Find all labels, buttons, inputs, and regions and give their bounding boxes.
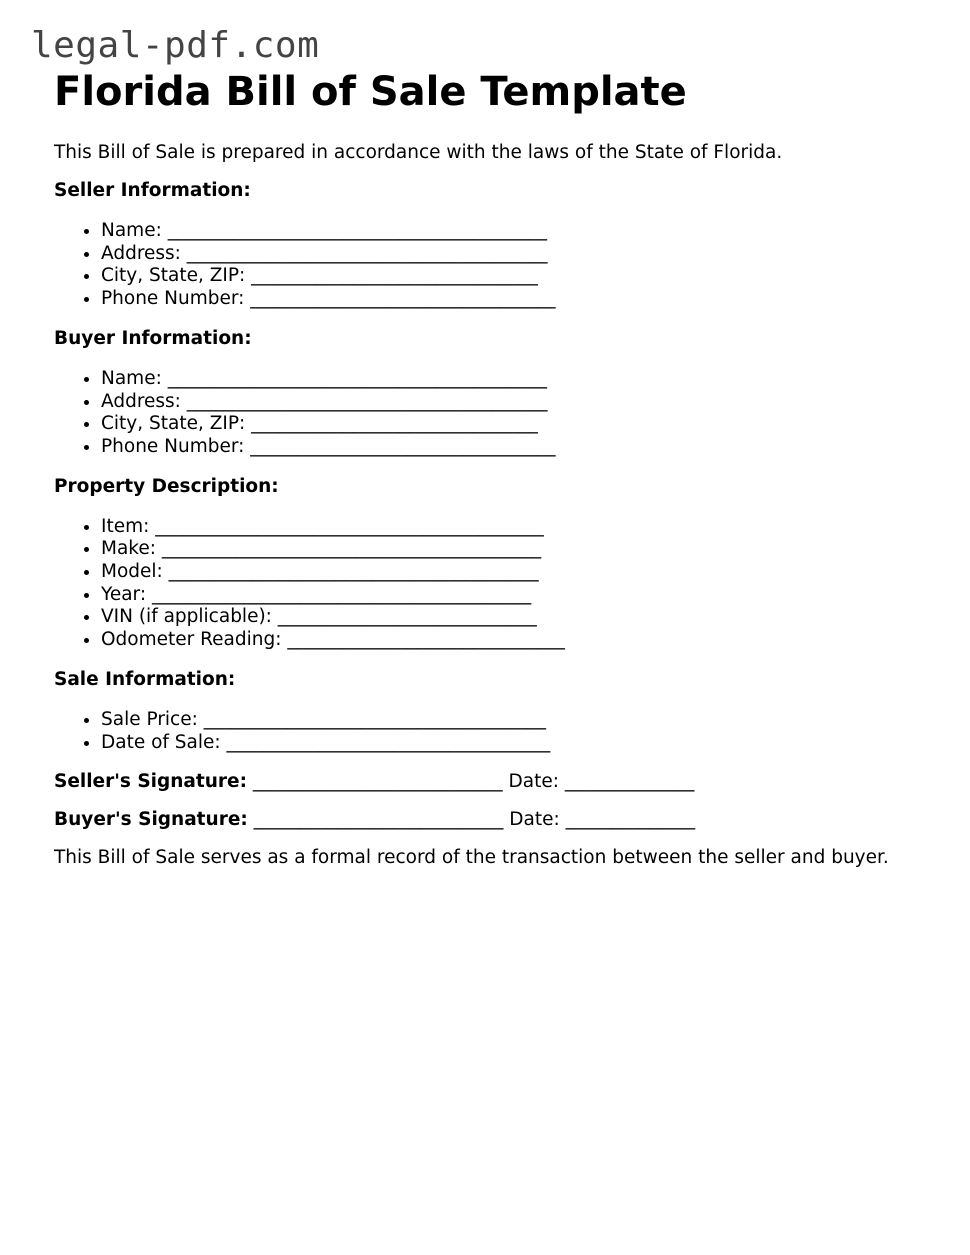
property-make-field: • Make: _________________________________________ [101,538,944,561]
sale-date-field: • Date of Sale: ___________________________________ [101,732,944,755]
property-year-field: • Year: _________________________________________ [101,584,944,607]
seller-phone-field: • Phone Number: _________________________________ [101,288,944,311]
property-heading: Property Description: [54,475,279,497]
property-model-field: • Model: ________________________________________ [101,561,944,584]
seller-heading: Seller Information: [54,180,251,201]
sale-heading: Sale Information: [54,668,236,690]
sale-fields [54,709,944,754]
property-item-field: • Item: __________________________________________ [101,516,944,539]
seller-signature-label: Seller's Signature: [54,771,247,793]
buyer-address-field: • Address: _______________________________________ [101,391,944,414]
buyer-signature-label: Buyer's Signature: [54,809,248,831]
intro-text: This Bill of Sale is prepared in accordance with the laws of the State of Florida. [54,142,783,163]
property-fields [54,516,944,652]
seller-fields [54,220,944,311]
sale-price-field: • Sale Price: _____________________________________ [101,709,944,732]
buyer-city-field: • City, State, ZIP: _______________________________ [101,413,944,436]
seller-name-field: • Name: _________________________________________ [101,220,944,243]
buyer-signature-line [54,809,944,830]
buyer-phone-field: • Phone Number: _________________________________ [101,436,944,459]
seller-address-field: • Address: _______________________________________ [101,243,944,266]
buyer-name-field: • Name: _________________________________________ [101,368,944,391]
buyer-heading: Buyer Information: [54,327,252,349]
buyer-fields [54,368,944,459]
document-page [54,70,944,868]
seller-signature-blank: ___________________________ Date: ______________ [247,771,695,793]
buyer-signature-blank: ___________________________ Date: ______________ [247,809,696,831]
property-vin-field: • VIN (if applicable): ____________________________ [101,606,944,629]
closing-text: This Bill of Sale serves as a formal record of the transaction between the seller and buyer. [54,847,889,869]
page-title: Florida Bill of Sale Template [54,69,687,115]
seller-city-field: • City, State, ZIP: _______________________________ [101,265,944,288]
property-odometer-field: • Odometer Reading: ______________________________ [101,629,944,652]
seller-signature-line [54,771,944,792]
watermark-logo: legal-pdf.com [31,25,320,66]
